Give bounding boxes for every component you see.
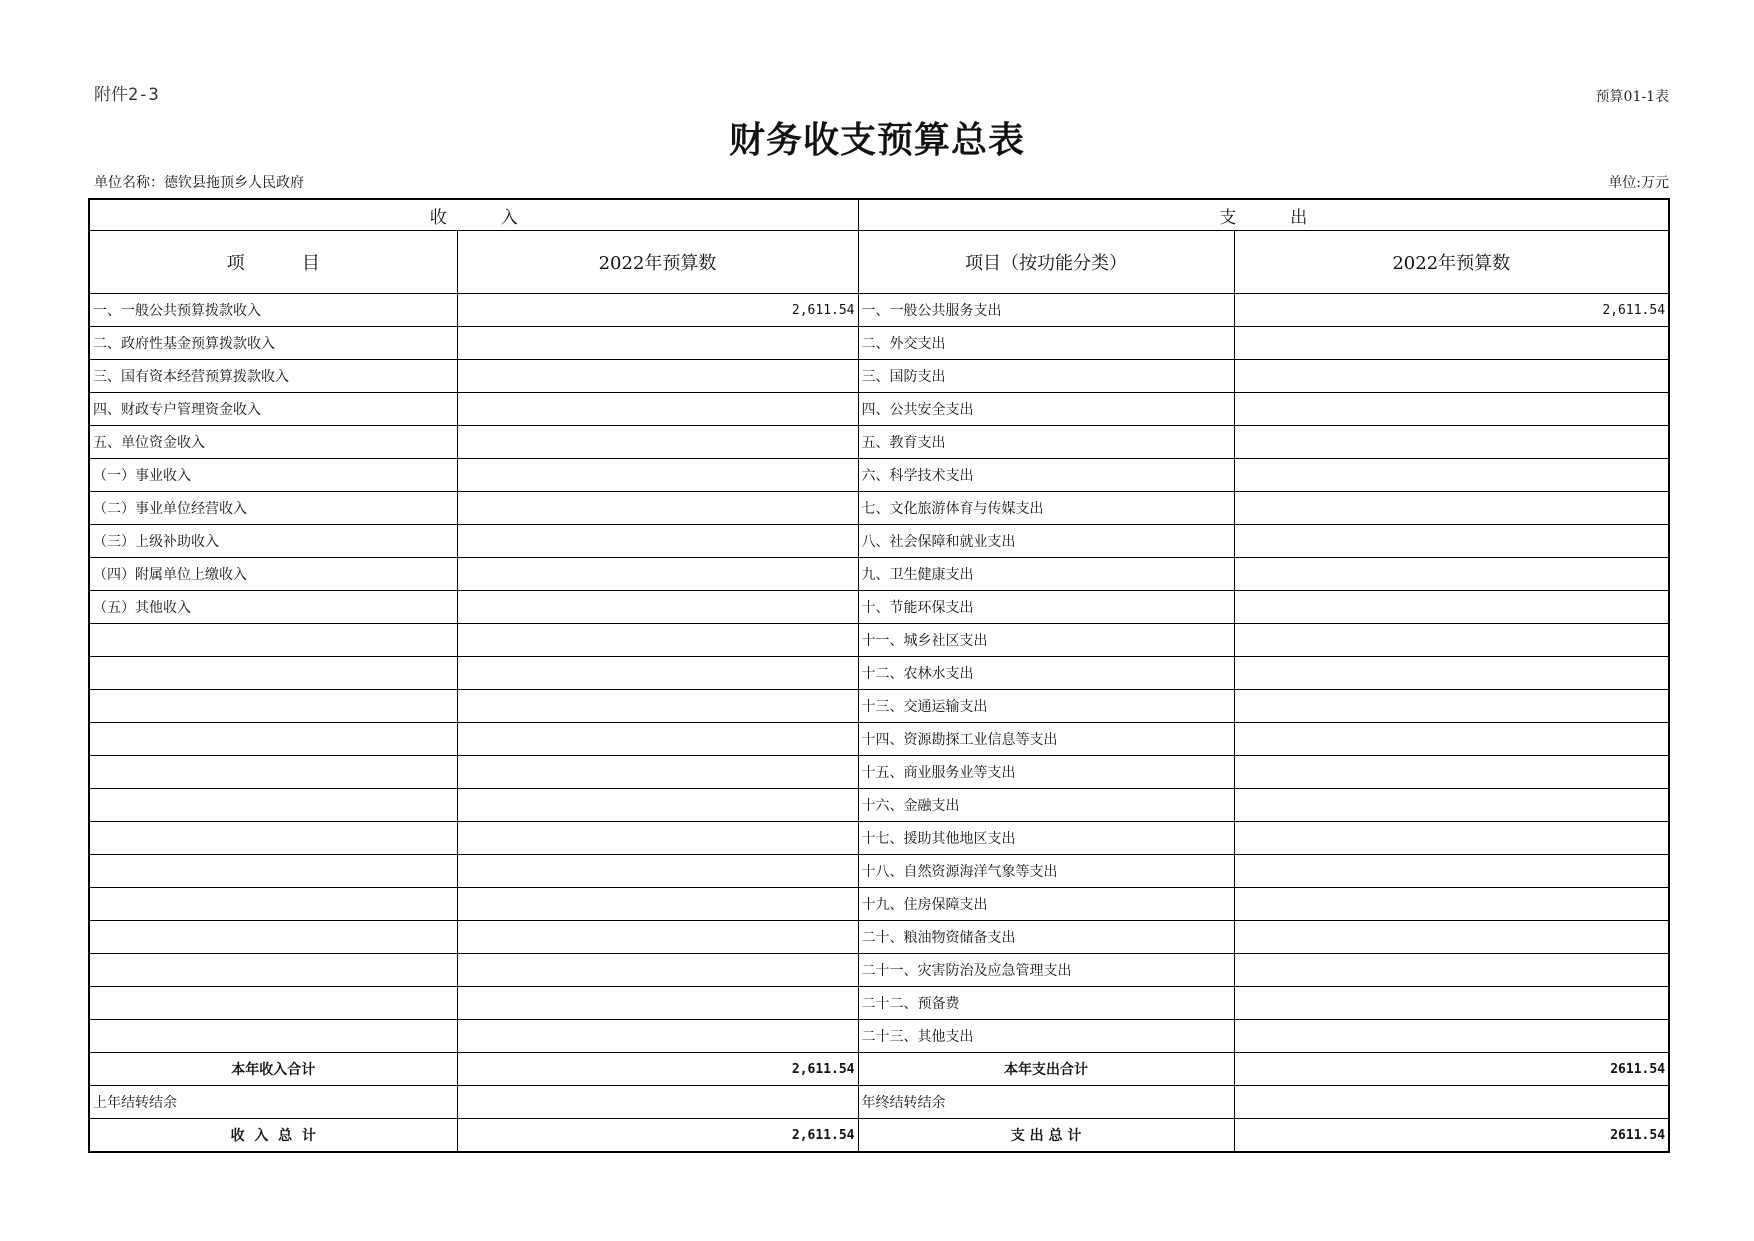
expense-item: 一、一般公共服务支出 <box>858 294 1234 327</box>
expense-item: 十二、农林水支出 <box>858 657 1234 690</box>
income-value <box>457 789 858 822</box>
income-item: （五）其他收入 <box>89 591 457 624</box>
income-total-label: 收 入 总 计 <box>89 1119 457 1153</box>
expense-item: 四、公共安全支出 <box>858 393 1234 426</box>
expense-value <box>1234 690 1669 723</box>
income-item <box>89 987 457 1020</box>
income-value <box>457 327 858 360</box>
income-item: （二）事业单位经营收入 <box>89 492 457 525</box>
table-row <box>89 855 1669 888</box>
table-row <box>89 393 1669 426</box>
expense-item: 五、教育支出 <box>858 426 1234 459</box>
income-item <box>89 756 457 789</box>
table-row <box>89 822 1669 855</box>
expense-item: 十三、交通运输支出 <box>858 690 1234 723</box>
expense-value <box>1234 756 1669 789</box>
income-item <box>89 657 457 690</box>
expense-carry-value <box>1234 1086 1669 1119</box>
income-value <box>457 855 858 888</box>
income-value <box>457 954 858 987</box>
table-row <box>89 558 1669 591</box>
expense-item: 七、文化旅游体育与传媒支出 <box>858 492 1234 525</box>
expense-value <box>1234 1020 1669 1053</box>
expense-item: 二十、粮油物资储备支出 <box>858 921 1234 954</box>
table-row <box>89 921 1669 954</box>
expense-item: 二十二、预备费 <box>858 987 1234 1020</box>
table-row <box>89 657 1669 690</box>
income-section-header: 收 入 <box>89 199 858 231</box>
table-row <box>89 723 1669 756</box>
expense-total-value: 2611.54 <box>1234 1119 1669 1153</box>
income-item <box>89 855 457 888</box>
expense-value <box>1234 657 1669 690</box>
expense-item: 十一、城乡社区支出 <box>858 624 1234 657</box>
table-row <box>89 789 1669 822</box>
income-value <box>457 459 858 492</box>
expense-total-label: 支 出 总 计 <box>858 1119 1234 1153</box>
income-value <box>457 657 858 690</box>
expense-item: 十六、金融支出 <box>858 789 1234 822</box>
income-total-value: 2,611.54 <box>457 1119 858 1153</box>
expense-value: 2,611.54 <box>1234 294 1669 327</box>
expense-item: 六、科学技术支出 <box>858 459 1234 492</box>
expense-item: 十七、援助其他地区支出 <box>858 822 1234 855</box>
expense-value <box>1234 954 1669 987</box>
col-expense-budget: 2022年预算数 <box>1234 231 1669 294</box>
income-value <box>457 624 858 657</box>
budget-table <box>88 198 1670 1153</box>
expense-value <box>1234 624 1669 657</box>
income-subtotal-value: 2,611.54 <box>457 1053 858 1086</box>
expense-item: 二十一、灾害防治及应急管理支出 <box>858 954 1234 987</box>
income-item <box>89 690 457 723</box>
expense-value <box>1234 327 1669 360</box>
expense-item: 二十三、其他支出 <box>858 1020 1234 1053</box>
table-row <box>89 492 1669 525</box>
table-row <box>89 327 1669 360</box>
table-row <box>89 888 1669 921</box>
expense-item: 三、国防支出 <box>858 360 1234 393</box>
income-item: 五、单位资金收入 <box>89 426 457 459</box>
income-item: （一）事业收入 <box>89 459 457 492</box>
col-income-budget: 2022年预算数 <box>457 231 858 294</box>
page-title: 财务收支预算总表 <box>728 120 1025 161</box>
income-item: 三、国有资本经营预算拨款收入 <box>89 360 457 393</box>
income-value: 2,611.54 <box>457 294 858 327</box>
table-row <box>89 987 1669 1020</box>
expense-value <box>1234 921 1669 954</box>
expense-item: 二、外交支出 <box>858 327 1234 360</box>
expense-value <box>1234 855 1669 888</box>
expense-subtotal-value: 2611.54 <box>1234 1053 1669 1086</box>
expense-item: 十四、资源勘探工业信息等支出 <box>858 723 1234 756</box>
expense-value <box>1234 459 1669 492</box>
expense-item: 十、节能环保支出 <box>858 591 1234 624</box>
expense-value <box>1234 360 1669 393</box>
table-row <box>89 756 1669 789</box>
col-expense-item: 项目（按功能分类） <box>858 231 1234 294</box>
expense-item: 十九、住房保障支出 <box>858 888 1234 921</box>
income-item: 一、一般公共预算拨款收入 <box>89 294 457 327</box>
income-value <box>457 393 858 426</box>
attachment-label: 附件2-3 <box>94 85 159 105</box>
income-item <box>89 789 457 822</box>
income-value <box>457 591 858 624</box>
table-row <box>89 624 1669 657</box>
expense-value <box>1234 789 1669 822</box>
expense-value <box>1234 723 1669 756</box>
income-value <box>457 426 858 459</box>
col-income-item: 项 目 <box>89 231 457 294</box>
income-item <box>89 888 457 921</box>
income-item <box>89 723 457 756</box>
income-item <box>89 822 457 855</box>
income-item: （四）附属单位上缴收入 <box>89 558 457 591</box>
income-value <box>457 492 858 525</box>
income-value <box>457 756 858 789</box>
income-item: 四、财政专户管理资金收入 <box>89 393 457 426</box>
income-value <box>457 921 858 954</box>
income-value <box>457 360 858 393</box>
expense-value <box>1234 591 1669 624</box>
expense-value <box>1234 987 1669 1020</box>
expense-value <box>1234 492 1669 525</box>
unit-label: 单位:万元 <box>1608 175 1669 191</box>
table-row <box>89 954 1669 987</box>
form-number: 预算01-1表 <box>1595 89 1669 105</box>
carry-row <box>89 1086 1669 1119</box>
income-item: （三）上级补助收入 <box>89 525 457 558</box>
table-row <box>89 1020 1669 1053</box>
income-value <box>457 558 858 591</box>
expense-value <box>1234 426 1669 459</box>
expense-value <box>1234 888 1669 921</box>
income-carry-label: 上年结转结余 <box>89 1086 457 1119</box>
expense-section-header: 支 出 <box>858 199 1669 231</box>
expense-item: 十五、商业服务业等支出 <box>858 756 1234 789</box>
income-item <box>89 1020 457 1053</box>
income-item: 二、政府性基金预算拨款收入 <box>89 327 457 360</box>
income-value <box>457 987 858 1020</box>
income-value <box>457 723 858 756</box>
income-value <box>457 1020 858 1053</box>
income-item <box>89 921 457 954</box>
expense-value <box>1234 822 1669 855</box>
expense-subtotal-label: 本年支出合计 <box>858 1053 1234 1086</box>
income-value <box>457 690 858 723</box>
expense-value <box>1234 393 1669 426</box>
income-value <box>457 888 858 921</box>
table-row <box>89 459 1669 492</box>
section-header-row <box>89 199 1669 231</box>
expense-item: 十八、自然资源海洋气象等支出 <box>858 855 1234 888</box>
income-item <box>89 954 457 987</box>
column-header-row <box>89 231 1669 294</box>
table-row <box>89 360 1669 393</box>
expense-carry-label: 年终结转结余 <box>858 1086 1234 1119</box>
expense-value <box>1234 558 1669 591</box>
subtotal-row <box>89 1053 1669 1086</box>
income-value <box>457 525 858 558</box>
table-row <box>89 426 1669 459</box>
income-item <box>89 624 457 657</box>
unit-name: 单位名称：德钦县拖顶乡人民政府 <box>94 175 304 191</box>
expense-item: 九、卫生健康支出 <box>858 558 1234 591</box>
total-row <box>89 1119 1669 1153</box>
income-carry-value <box>457 1086 858 1119</box>
table-row <box>89 690 1669 723</box>
table-row <box>89 294 1669 327</box>
income-subtotal-label: 本年收入合计 <box>89 1053 457 1086</box>
expense-item: 八、社会保障和就业支出 <box>858 525 1234 558</box>
table-row <box>89 591 1669 624</box>
table-row <box>89 525 1669 558</box>
income-value <box>457 822 858 855</box>
expense-value <box>1234 525 1669 558</box>
